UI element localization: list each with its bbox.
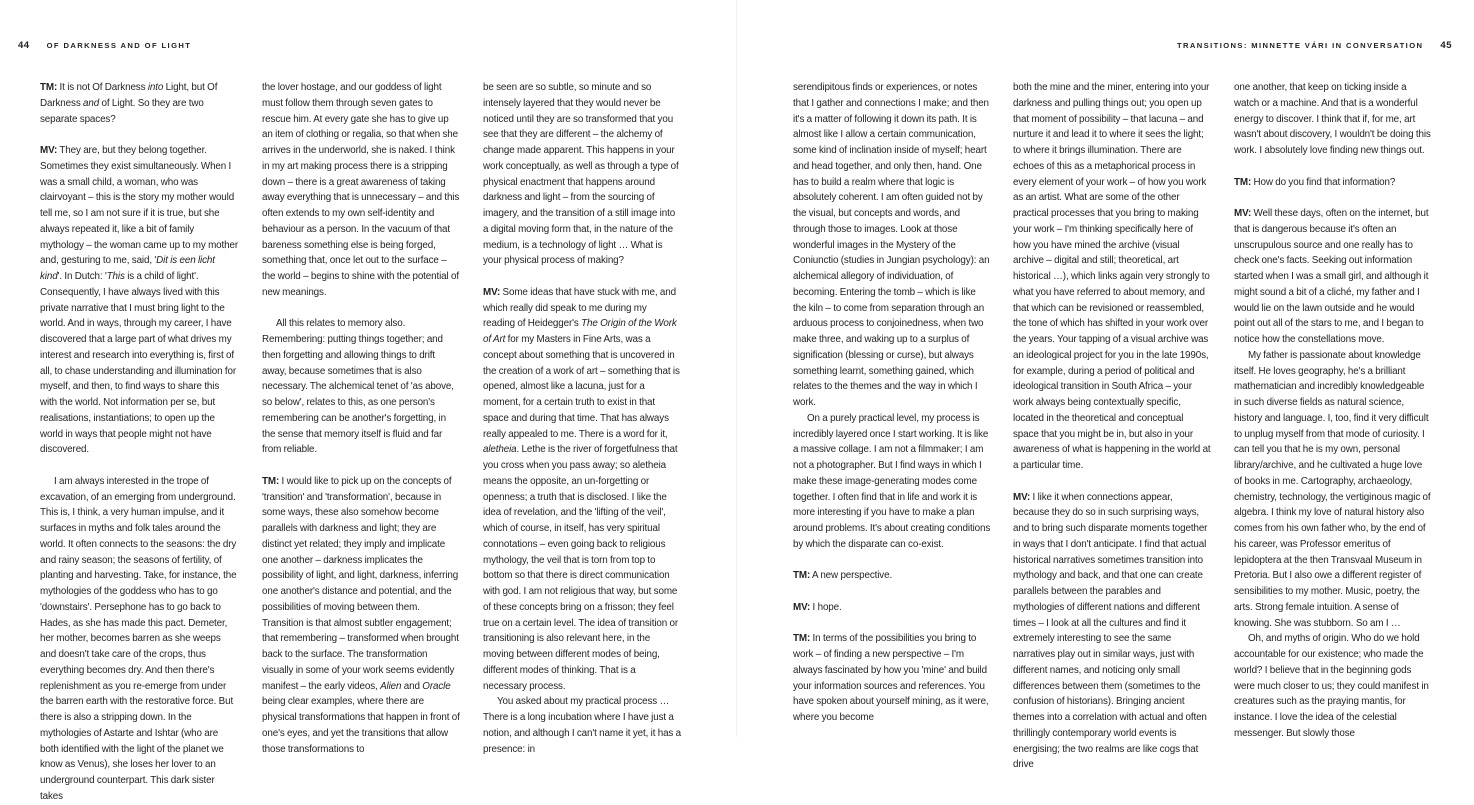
text-run: A new perspective. [810, 570, 893, 582]
text-run: On a purely practical level, my process is incredibly layered once I start working. It is like a massive collage. I am not a filmmaker; I am not a photographer. But I find ways in which I make these image-generating modes come together. I often find that in life and work it is more interesting if you have to make a plan around problems. It's about creating conditions by which the disparate can co-exist. [793, 412, 991, 550]
dialogue-paragraph [1234, 206, 1432, 348]
dialogue-paragraph [1234, 175, 1432, 191]
speaker-label: TM: [793, 570, 811, 582]
paragraph [1234, 631, 1432, 741]
paragraph [40, 474, 238, 805]
paragraph [1234, 80, 1432, 159]
left-running-title: OF DARKNESS AND OF LIGHT [46, 41, 192, 50]
speaker-label: MV: [1013, 491, 1031, 503]
right-running-head [1177, 40, 1452, 51]
left-page-number: 44 [18, 40, 30, 51]
speaker-label: TM: [40, 82, 58, 93]
paragraph [262, 316, 460, 458]
italic-text: into [147, 82, 164, 93]
text-run: Oh, and myths of origin. Who do we hold accountable for our existence; who made the world? I believe that in the beginning gods were much closer to us; they could manifest in creatures such as the praying mantis, for instance. I love the idea of the celestial messenger. But slowly those [1234, 633, 1429, 739]
text-run: Well these days, often on the internet, but that is dangerous because it's often an unscrupulous source and one really has to check one's facts. Seeking out information started when I was a small girl, and although it might sound a bit of a cliché, my father and I would lie on the lawn outside and he would point out all of the stars to me, and I began to notice how the constellations move. [1234, 208, 1429, 345]
dialogue-paragraph [40, 80, 238, 127]
text-run: for my Masters in Fine Arts, was a concept about something that is uncovered in the creation of a work of art – something that is opened, almost like a lacuna, just for a moment, for a certain truth to exist in that space and during that time. That has always really appealed to me. There is a word for it, [483, 334, 680, 440]
text-run: My father is passionate about knowledge itself. He loves geography, he's a brilliant mathematician and incredibly knowledgeable in such diverse fields as natural science, history and language. I, too, find it very difficult to unplug myself from that mode of curiosity. I can tell you that he is my own, personal library/archive, and he cultivated a huge love of books in me. Cartography, archaeology, chemistry, technology, the vertiginous magic of algebra. I think my love of natural history also comes from his own father who, by the end of his career, was Professor emeritus of lepidoptera at the then Transvaal Museum in Pretoria. But I also owe a different register of sensibilities to my mother. Music, poetry, the arts. Strong female intuition. A sense of knowing. She was stubborn. So am I … [1234, 349, 1431, 629]
text-column [262, 80, 460, 773]
speaker-label: MV: [1234, 208, 1252, 219]
text-run: How do you find that information? [1251, 176, 1396, 188]
speaker-label: TM: [1234, 176, 1252, 188]
italic-text: This [106, 271, 125, 282]
text-run: I would like to pick up on the concepts of 'transition' and 'transformation', because in some ways, these also somehow become parallels with darkness and light; they are distinct yet related; they imply and implicate one another – darkness implicates the possibility of light, and light, darkness, inferring one another's distance and potential, and the possibilities of moving between them. Transition is that almost subtler engagement; that remembering – transformed when brought back to the surface. The transformation visually in some of your work seems evidently manifest – the early videos, [262, 475, 459, 692]
text-column [40, 80, 238, 805]
text-run: both the mine and the miner, entering into your darkness and pulling things out; you open up that moment of possibility – that lacuna – and nurture it and lead it to where it sees the light; to where it brings illumination. There are echoes of this as a metaphorical process in every element of your work – of how you work as an artist. What are some of the other practical processes that you bring to making your work – I'm thinking specifically here of how you have mined the archive (visual archive – digital and still; theoretical, art historical …), which links again very strongly to what you have referred to about memory, and that which can be revisioned or reassembled, the tone of which has shifted in your work over the years. Your tapping of a visual archive was an ideological project for you in the late 1990s, for example, during a period of political and ideological transition in South Africa – your work always being contextually specific, located in the theoretical and conceptual space that you might be in, but also in your awareness of what is happening in the world at a particular time. [1013, 82, 1211, 471]
text-run: In terms of the possibilities you bring to work – of finding a new perspective – I'm always fascinated by how you 'mine' and build your information sources and references. You have spoken about yourself mining, as it were, where you become [793, 633, 989, 723]
dialogue-paragraph [262, 474, 460, 758]
speaker-label: MV: [793, 601, 811, 613]
text-run: of Light. So they are two separate spaces? [40, 97, 204, 125]
paragraph [1234, 348, 1432, 632]
paragraph [483, 80, 681, 269]
text-run: It is not Of Darkness [57, 82, 148, 93]
text-run: being clear examples, where there are physical transformations that happen in front of one's eyes, and yet the transitions that allow those transformations to [262, 696, 460, 755]
text-run: All this relates to memory also. Remembering: putting things together; and then forgetting and allowing things to drift away, because sometimes that is also necessary. The alchemical tenet of 'as above, so below', relates to this, as one person's remembering can be another's forgetting, in the sense that memory itself is fluid and far from reliable. [262, 318, 454, 456]
paragraph [1013, 80, 1211, 474]
text-run: I hope. [810, 601, 842, 613]
text-run: serendipitous finds or experiences, or notes that I gather and connections I make; and then it's a matter of following it down its path. It is almost like I allow a certain communication, some kind of inclination inside of myself; heart and head together, and only then, hand. One has to build a realm where that logic is absolutely coherent. I am often guided not by the visual, but concepts and words, and through those to images. Look at those wonderful images in the Mystery of the Coniunctio (studies in Jungian psychology): an alchemical allegory of individuation, of becoming. Entering the tomb – which is like the kiln – to come from separation through an arduous process to conjoinedness, when two make three, and waking up to a surplus of signification (blessing or curse), but always something learnt, something gained, which relates to the themes and the way in which I work. [793, 82, 990, 408]
dialogue-paragraph [483, 285, 681, 695]
text-run: They are, but they belong together. Sometimes they exist simultaneously. When I was a small child, a woman, who was clairvoyant – this is the story my mother would tell me, so I am not sure if it is true, but she always repeated it, like a bit of family mythology – the woman came up to my mother and, gesturing to me, said, ' [40, 145, 238, 267]
right-page [737, 0, 1474, 771]
text-run: be seen are so subtle, so minute and so intensely layered that they would never be noticed until they are so transformed that you see that they are different – the alchemy of change made apparent. This happens in your work conceptually, as well as through a type of physical enactment that happens around darkness and light – from the sourcing of imagery, and the transition of a still image into a digital moving form that, in the nature of the medium, is a technology of light … What is your physical process of making? [483, 82, 679, 267]
text-run: and [401, 680, 423, 692]
text-run: You asked about my practical process … There is a long incubation where I have just a notion, and although I can't name it yet, it has a presence: in [483, 696, 681, 755]
text-run: '. In Dutch: ' [57, 271, 107, 282]
speaker-label: TM: [793, 633, 811, 645]
right-page-number: 45 [1440, 40, 1452, 51]
left-page [0, 0, 737, 802]
italic-text: Dit is een licht kind [40, 255, 215, 282]
italic-text: and [83, 97, 100, 109]
paragraph [793, 411, 991, 553]
text-run: Light, but Of Darkness [40, 82, 218, 109]
text-column [793, 80, 991, 742]
paragraph [262, 80, 460, 301]
text-run: Some ideas that have stuck with me, and which really did speak to me during my reading of Heidegger's [483, 286, 676, 330]
italic-text: Oracle [422, 680, 451, 692]
text-run: I like it when connections appear, because they do so in such surprising ways, and to bring such disparate moments together in ways that I don't anticipate. I find that actual historical narratives sometimes transition into mythology and back, and that one can create parallels between the parables and mythologies of different nations and different times – I look at all the cultures and find it extremely interesting to see the same narratives play out in similar ways, just with different names, and noticing only small differences between them (sometimes to the confusion of historians). Bringing ancient themes into a correlation with actual and often thrillingly contemporary world events is energising; the two realms are like cogs that drive [1013, 491, 1208, 771]
italic-text: The Origin of the Work of Art [483, 318, 677, 345]
dialogue-paragraph [40, 143, 238, 458]
right-running-title: TRANSITIONS: MINNETTE VÁRI IN CONVERSATION [1176, 41, 1424, 50]
text-run: one another, that keep on ticking inside a watch or a machine. And that is a wonderful energy to discover. I think that if, for me, art wasn't about discovery, I wouldn't be doing this work. I absolutely love finding new things out. [1234, 82, 1431, 156]
dialogue-paragraph [793, 631, 991, 726]
paragraph [793, 80, 991, 411]
text-run: I am always interested in the trope of excavation, of an emerging from underground. This is, I think, a very human impulse, and it surfaces in myths and folk tales around the world. It often connects to the seasons: the dry and rainy season; the seasons of fertility, of planting and harvesting. Take, for instance, the mythologies of the goddess who has to go 'downstairs'. Persephone has to go back to Hades, as she has made this pact. Demeter, her mother, becomes barren as she weeps and doesn't take care of the crops, thus everything becomes dry. And then there's replenishment as you re-emerge from under the barren earth with the restorative force. But there is also a stripping down. In the mythologies of Astarte and Ishtar (who are both identified with the light of the planet we know as Venus), she loses her lover to an underground counterpart. This dark sister takes [40, 475, 237, 802]
text-column [1013, 80, 1211, 789]
speaker-label: TM: [262, 475, 280, 487]
speaker-label: MV: [40, 145, 58, 156]
text-run: the lover hostage, and our goddess of light must follow them through seven gates to rescue him. At every gate she has to give up an item of clothing or regalia, so that when she arrives in the underworld, she is naked. I think in my art making process there is a stripping down – there is a great awareness of taking away everything that is unnecessary – and this often extends to my own self-identity and behaviour as a person. In the vacuum of that bareness something else is being forged, something that, once let out to the surface – the world – begins to shine with the potential of new meanings. [262, 82, 460, 298]
italic-text: aletheia [483, 444, 517, 456]
text-run: . Lethe is the river of forgetfulness that you cross when you pass away; so aletheia means the opposite, an un-forgetting or openness; a truth that is disclosed. I like the idea of revelation, and the 'lifting of the veil', which of course, in itself, has very spiritual connotations – even going back to religious mythology, the veil that is torn from top to bottom so that there is direct communication with god. I am not religious that way, but some of these concepts bring on a frisson; they feel true on a certain level. The idea of transition or transitioning is also relevant here, in the moving between different modes of being, different modes of thinking. That is a necessary process. [483, 444, 679, 692]
left-running-head [18, 40, 191, 51]
text-column [483, 80, 681, 757]
speaker-label: MV: [483, 286, 501, 298]
dialogue-paragraph [793, 568, 991, 584]
italic-text: Alien [380, 680, 402, 692]
dialogue-paragraph [793, 600, 991, 616]
text-column [1234, 80, 1432, 742]
text-run: is a child of light'. Consequently, I have always lived with this private narrative that I must bring light to the world. And in ways, through my career, I have discovered that a large part of what drives my interest and research into everything is, first of all, to chase understanding and illumination for myself, and then, to find ways to share this with the world. Not information per se, but realisations, instantiations; to open up the world in ways that people might not have discovered. [40, 271, 237, 456]
dialogue-paragraph [1013, 490, 1211, 774]
paragraph [483, 694, 681, 757]
